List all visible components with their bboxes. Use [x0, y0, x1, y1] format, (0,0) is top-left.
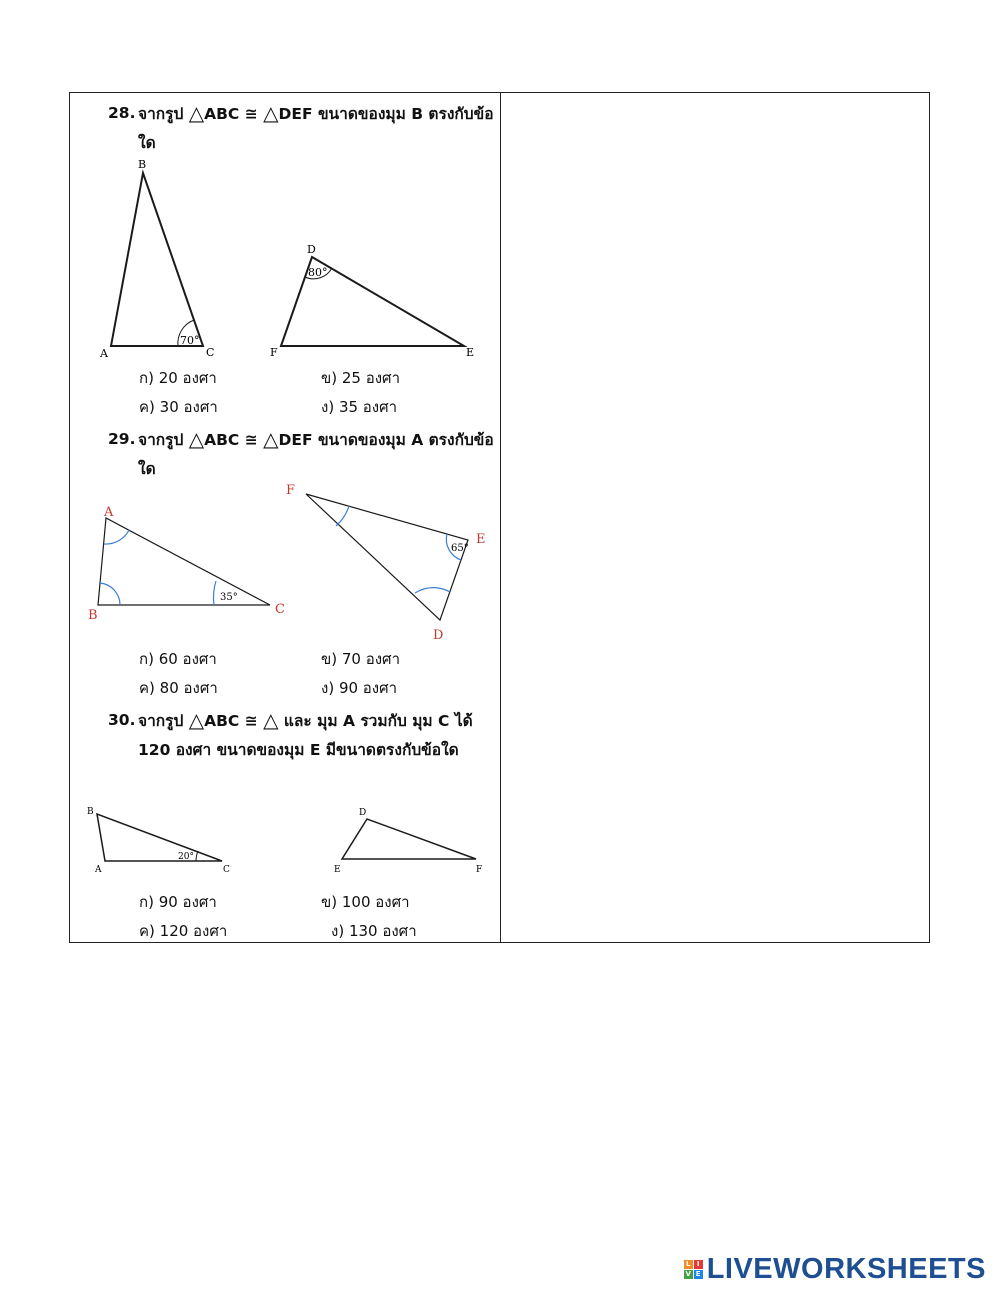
- vertex-label-b: B: [88, 608, 98, 623]
- vertex-label-a: A: [100, 347, 108, 360]
- vertex-label-e: E: [476, 532, 486, 547]
- triangle-symbol: △: [263, 708, 279, 732]
- vertex-label-f: F: [270, 346, 278, 359]
- triangle-symbol: △: [188, 101, 205, 125]
- question-text: จากรูป △ABC ≅ △DEF ขนาดของมุม B ตรงกับข้อใด: [138, 101, 494, 152]
- congruent-symbol: ≅: [244, 712, 258, 730]
- option-29-a: ก) 60 องศา: [139, 650, 217, 668]
- vertex-label-f: F: [286, 483, 296, 498]
- vertex-label-d: D: [433, 628, 444, 643]
- worksheet-table: [69, 92, 930, 943]
- option-28-a: ก) 20 องศา: [139, 369, 217, 387]
- angle-label-c: 20°: [178, 852, 194, 862]
- logo-mark-icon: L I V E: [684, 1260, 703, 1279]
- angle-label-c: 35°: [220, 592, 238, 603]
- option-29-c: ค) 80 องศา: [139, 679, 218, 697]
- vertex-label-c: C: [223, 865, 230, 875]
- vertex-label-b: B: [87, 807, 94, 817]
- question-text: จากรูป △ABC ≅ △DEF ขนาดของมุม A ตรงกับข้อใด: [138, 427, 494, 478]
- option-30-d: ง) 130 องศา: [331, 922, 417, 940]
- option-29-b: ข) 70 องศา: [321, 650, 401, 668]
- triangle-symbol: △: [188, 708, 205, 732]
- option-28-b: ข) 25 องศา: [321, 369, 401, 387]
- triangle-abc: [97, 814, 222, 861]
- congruent-symbol: ≅: [244, 431, 258, 449]
- option-28-c: ค) 30 องศา: [139, 398, 218, 416]
- vertex-label-c: C: [275, 602, 285, 617]
- option-28-d: ง) 35 องศา: [321, 398, 398, 416]
- vertex-label-c: C: [206, 346, 215, 359]
- option-30-b: ข) 100 องศา: [321, 893, 410, 911]
- logo-text: LIVEWORKSHEETS: [706, 1253, 986, 1285]
- question-number: 29.: [108, 430, 136, 448]
- vertex-label-d: D: [359, 808, 367, 818]
- option-30-a: ก) 90 องศา: [139, 893, 217, 911]
- angle-label-c: 70°: [180, 334, 200, 347]
- question-text: จากรูป △ABC ≅ △ และ มุม A รวมกับ มุม C ได้ 120 องศา ขนาดของมุม E มีขนาดตรงกับข้อใด: [138, 708, 473, 759]
- liveworksheets-logo: [684, 1253, 986, 1286]
- triangle-symbol: △: [263, 427, 279, 451]
- vertex-label-a: A: [95, 865, 102, 875]
- vertex-label-f: F: [476, 865, 483, 875]
- vertex-label-d: D: [307, 243, 316, 256]
- triangle-symbol: △: [263, 101, 279, 125]
- vertex-label-a: A: [104, 505, 114, 520]
- angle-arc-c: [196, 851, 198, 861]
- answer-column: [501, 93, 929, 942]
- vertex-label-e: E: [334, 865, 341, 875]
- question-number: 28.: [108, 104, 136, 122]
- angle-label-d: 80°: [308, 266, 328, 279]
- vertex-label-b: B: [138, 158, 147, 171]
- congruent-symbol: ≅: [244, 105, 258, 123]
- triangle-def: [342, 819, 476, 859]
- vertex-label-e: E: [466, 346, 475, 359]
- option-30-c: ค) 120 องศา: [139, 922, 228, 940]
- angle-label-e: 65°: [451, 543, 469, 554]
- figure-30: [70, 93, 500, 893]
- triangle-symbol: △: [188, 427, 205, 451]
- question-number: 30.: [108, 711, 136, 729]
- option-29-d: ง) 90 องศา: [321, 679, 398, 697]
